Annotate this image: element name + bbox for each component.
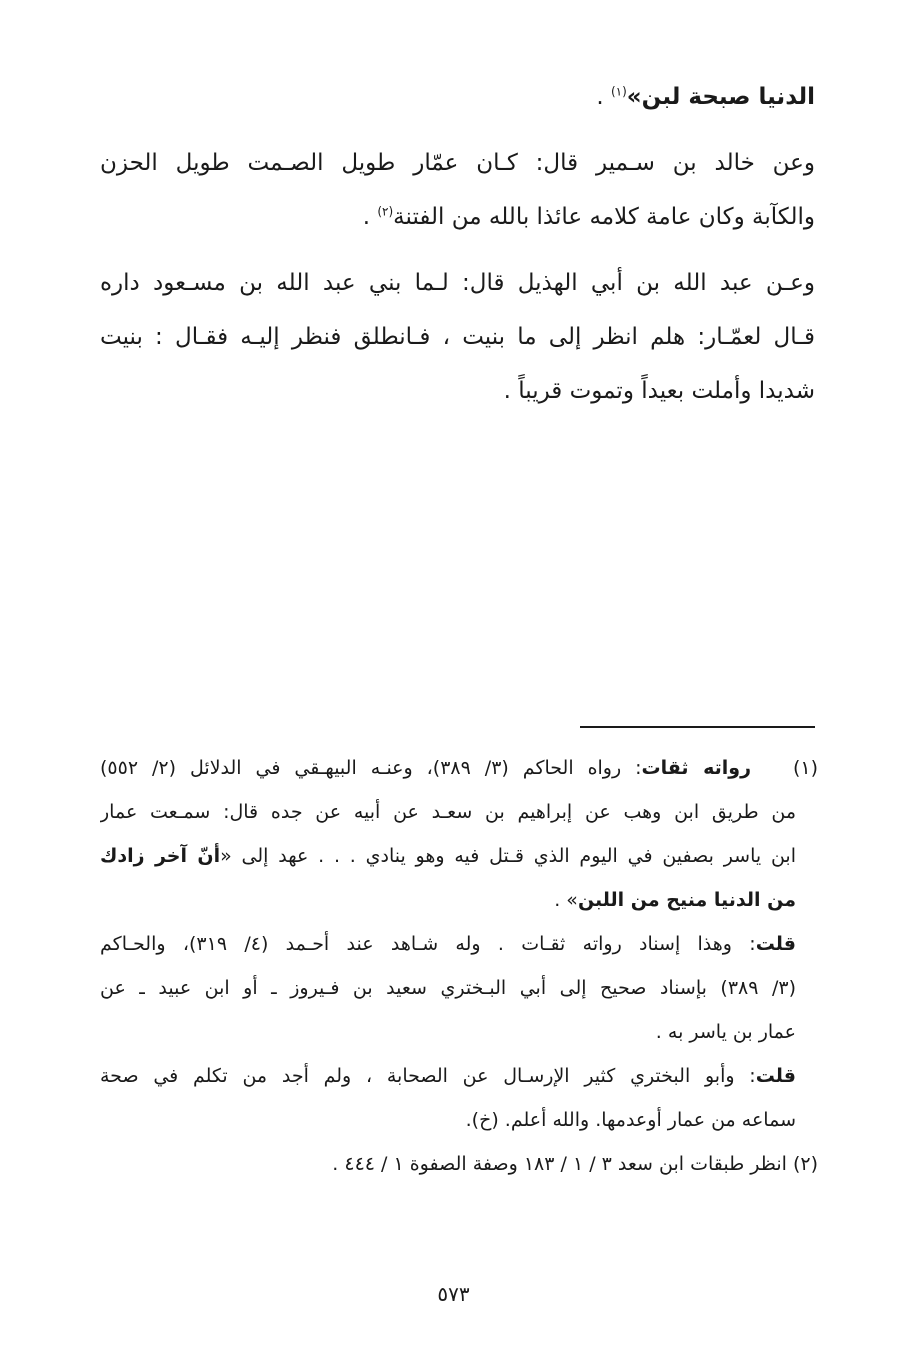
- period: .: [596, 84, 611, 110]
- qult-label: قلت: [755, 933, 796, 955]
- footnote-line: سماعه من عمار أوعدمها. والله أعلم. (خ).: [465, 1109, 796, 1131]
- footnote-ref-2[interactable]: (٢): [377, 204, 394, 219]
- footnote-ref-1[interactable]: (١): [610, 84, 627, 99]
- footnote-line: عمار بن ياسر به .: [655, 1021, 796, 1043]
- footnote-text: : وهذا إسناد رواته ثقـات . وله شـاهد عند أحـمد (٤/ ٣١٩)، والحـاكم: [100, 933, 756, 955]
- footnote-line: [100, 834, 818, 878]
- footnote-line: [100, 878, 818, 922]
- footnote-label: رواته ثقات: [641, 757, 752, 779]
- footnote-line: [100, 746, 818, 790]
- footnote-line: [100, 1054, 818, 1098]
- footnote-line: [100, 922, 818, 966]
- footnotes: [100, 746, 818, 1186]
- main-line: [100, 190, 815, 244]
- footnote-text: ابن ياسر بصفين في اليوم الذي قـتل فيه وهو ينادي . . . عهد إلى «: [220, 845, 797, 867]
- quote-end-bold: الدنيا صبحة لبن»: [626, 84, 815, 110]
- footnote-text: » .: [554, 889, 578, 911]
- hadith-quote-bold: من الدنيا منيح من اللبن: [577, 889, 796, 911]
- main-line: وعـن عبد الله بن أبي الهذيل قال: لـما بني عبد الله بن مسـعود داره: [100, 270, 815, 296]
- footnote-line: من طريق ابن وهب عن إبراهيم بن سعـد عن أبيه عن جده قال: سمـعت عمار: [100, 801, 796, 823]
- footnote-number: (١): [792, 757, 818, 779]
- hadith-quote-bold: أنّ آخر زادك: [100, 845, 221, 867]
- qult-label: قلت: [755, 1065, 796, 1087]
- main-text: [100, 70, 815, 418]
- period: .: [362, 204, 378, 230]
- main-line: قـال لعمّـار: هلم انظر إلى ما بنيت ، فـانطلق فنظر إليـه فقـال : بنيت: [100, 324, 815, 350]
- main-line: شديدا وأملت بعيداً وتموت قريباً .: [503, 378, 815, 404]
- footnote-text: : رواه الحاكم (٣/ ٣٨٩)، وعنـه البيهـقي في الدلائل (٢/ ٥٥٢): [100, 757, 642, 779]
- main-line-text: والكآبة وكان عامة كلامه عائذا بالله من الفتنة: [393, 204, 815, 230]
- page-number: ٥٧٣: [437, 1282, 470, 1306]
- footnote-separator: [580, 726, 815, 728]
- main-line: وعن خالد بن سـمير قال: كـان عمّار طويل الصـمت طويل الحزن: [100, 150, 815, 176]
- footnote-line: (٣/ ٣٨٩) بإسناد صحيح إلى أبي البـختري سعيد بن فـيروز ـ أو ابن عبيد ـ عن: [100, 977, 796, 999]
- main-line: [100, 70, 815, 124]
- footnote-text: : وأبو البختري كثير الإرسـال عن الصحابة ، ولم أجد من تكلم في صحة: [100, 1065, 756, 1087]
- footnote-line: (٢) انظر طبقات ابن سعد ٣ / ١ / ١٨٣ وصفة الصفوة ١ / ٤٤٤ .: [332, 1153, 818, 1175]
